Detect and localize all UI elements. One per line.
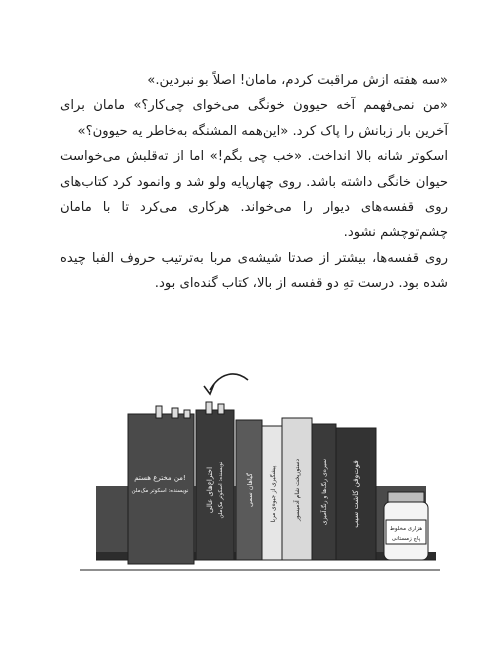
book-7-title: فوت‌وفن کاشت سیب: [351, 460, 360, 528]
paragraph-3: اسکوتر شانه بالا انداخت. «خب چی بگم!» اما از ته‌قلبش می‌خواست حیوان خانگی داشته باشد. روی چهارپایه ولو شد و وانمود کرد کتاب‌های روی قفسه‌های دیوار را می‌خواند. هرکاری می‌کرد تا با مامان چشم‌توچشم نشود.: [60, 149, 448, 241]
story-text: [60, 68, 448, 297]
book-poison-plants: [236, 420, 262, 560]
book-inventor: [128, 406, 194, 564]
book-colors: [312, 424, 336, 560]
book-inventions: [196, 402, 234, 560]
book-5-title: دستورپخت شام آدمیسور: [294, 458, 301, 522]
paragraph-1: «سه هفته ازش مراقبت کردم، مامان! اصلاً بو نبردین.»: [147, 73, 448, 88]
book-1-title: من مخترع هستم!: [134, 474, 186, 482]
jar: [384, 492, 428, 560]
book-3-title: گیاهان سمی: [246, 473, 254, 507]
book-1-author: نویسنده: اسکوتر مک‌ملن: [131, 488, 189, 494]
book-6-title: سیره‌ی رنگ‌ها و رنگ‌آمیزی: [321, 458, 328, 526]
book-2-author: نویسنده: اسکوتر مک‌ملن: [218, 461, 224, 519]
arrow-icon: [210, 374, 248, 390]
jar-label-line1: هزاری مخلوط: [389, 526, 423, 532]
book-recipes: [282, 418, 312, 560]
paragraph-2: «من نمی‌فهمم آخه حیوون خونگی می‌خوای چی‌کار؟» مامان برای آخرین بار زبانش را پاک کرد. «این‌همه المشنگه به‌خاطر یه حیوون؟»: [60, 98, 448, 139]
book-jar-prevention: [262, 426, 282, 560]
paragraph-4: روی قفسه‌ها، بیشتر از صدتا شیشه‌ی مربا به‌ترتیب حروف الفبا چیده شده بود. درست تهِ دو قفسه از بالا، کتاب گنده‌ای بود.: [60, 250, 448, 292]
bookshelf-illustration: [0, 360, 500, 660]
jar-label-line2: پاچ زمستانی: [391, 536, 421, 542]
book-4-title: پیشگیری از جیوه‌ی مربا: [271, 465, 277, 523]
book-2-title: اختراع‌های عالی: [206, 466, 214, 514]
book-apple: [336, 428, 376, 560]
